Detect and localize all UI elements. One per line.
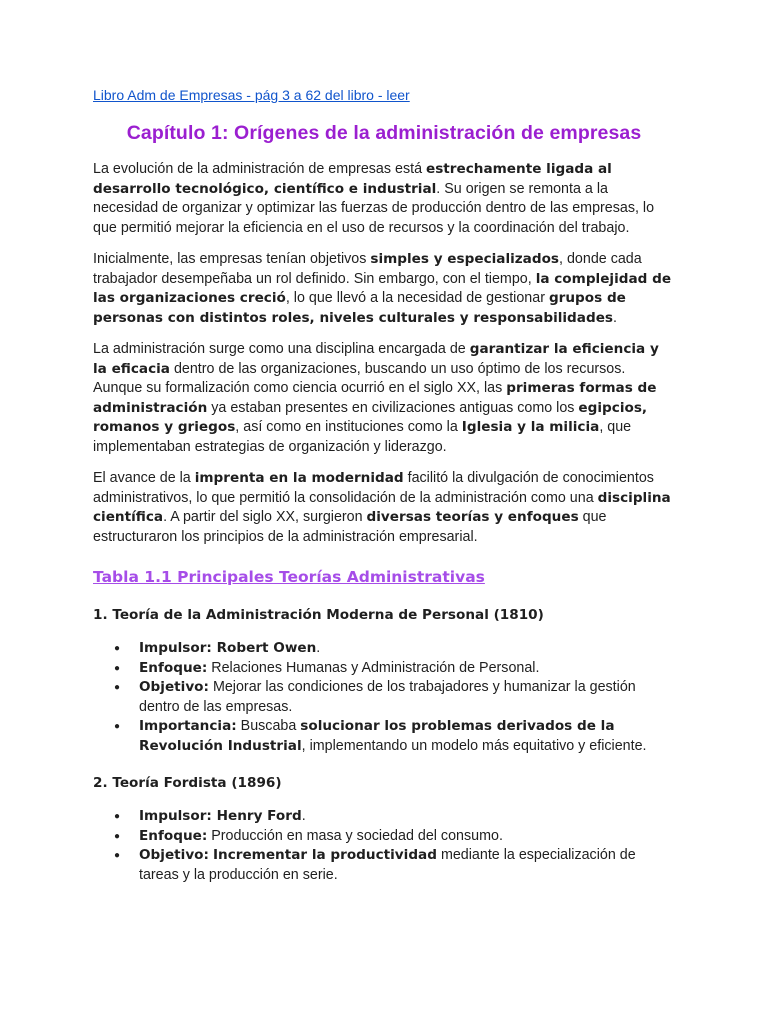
list-item (114, 639, 675, 659)
bold-text: solucionar los problemas derivados de la Revolución Industrial (139, 718, 615, 754)
bold-text: la complejidad de las organizaciones creció (93, 270, 672, 306)
paragraph (93, 160, 675, 238)
text-run: Relaciones Humanas y Administración de Personal. (207, 659, 540, 676)
text-run: El avance de la (93, 470, 195, 486)
text-run: Buscaba (236, 718, 301, 734)
text-run: . Su origen se remonta a la necesidad de organizar y optimizar las fuerzas de producción dentro de las empresas, lo que permitió mejorar la eficiencia en el uso de recursos y la coordinación del trabajo. (93, 180, 655, 236)
list-item (114, 807, 675, 827)
table-title-link[interactable]: Tabla 1.1 Principales Teorías Administrativas (93, 568, 485, 586)
list-item (114, 827, 675, 847)
text-run: La evolución de la administración de empresas está (93, 161, 426, 177)
bold-text: Incrementar la productividad (212, 847, 437, 863)
book-reference-link[interactable]: Libro Adm de Empresas - pág 3 a 62 del libro - leer (93, 87, 410, 103)
chapter-title: Capítulo 1: Orígenes de la administración de empresas (126, 122, 642, 144)
text-run: mediante la especialización de tareas y la producción en serie. (139, 847, 636, 883)
theory-section (93, 772, 675, 885)
bold-text: egipcios, romanos y griegos (93, 399, 648, 435)
text-run: La administración surge como una disciplina encargada de (93, 341, 470, 357)
text-run: Producción en masa y sociedad del consumo. (207, 827, 503, 844)
text-run: , que implementaban estrategias de organización y liderazgo. (93, 419, 632, 455)
bold-text: simples y especializados (370, 251, 560, 267)
body-paragraphs (93, 160, 675, 547)
bold-text: Objetivo: (139, 679, 209, 695)
paragraph (93, 250, 675, 328)
bold-text: garantizar la eficiencia y la eficacia (93, 341, 659, 377)
bold-text: Impulsor: Henry Ford (139, 808, 302, 824)
text-run: Inicialmente, las empresas tenían objetivos (93, 251, 371, 267)
bold-text: Iglesia y la milicia (461, 419, 600, 435)
bold-text: diversas teorías y enfoques (366, 509, 579, 525)
text-run: ya estaban presentes en civilizaciones antiguas como los (207, 399, 579, 416)
bold-text: Objetivo: (139, 847, 209, 863)
bold-text: disciplina científica (93, 489, 671, 525)
bold-text: Enfoque: (139, 827, 208, 844)
theory-detail-list (93, 639, 675, 756)
paragraph (93, 469, 675, 547)
bold-text: estrechamente ligada al desarrollo tecnológico, científico e industrial (93, 161, 612, 197)
bold-text: Enfoque: (139, 659, 208, 676)
text-run: facilitó la divulgación de conocimientos administrativos, lo que permitió la consolidación de la administración como una (93, 470, 654, 506)
text-run: . A partir del siglo XX, surgieron (163, 509, 367, 525)
text-run: . (316, 640, 321, 656)
theory-detail-list (93, 807, 675, 885)
text-run: . (301, 808, 306, 824)
list-item (114, 717, 675, 756)
text-run: , implementando un modelo más equitativo y eficiente. (301, 737, 647, 754)
bold-text: grupos de personas con distintos roles, niveles culturales y responsabilidades (93, 290, 626, 326)
theory-heading: 1. Teoría de la Administración Moderna de Personal (1810) (93, 607, 544, 623)
bold-text: Importancia: (139, 718, 237, 734)
paragraph (93, 340, 675, 457)
bold-text: Impulsor: Robert Owen (139, 640, 317, 656)
list-item (114, 659, 675, 679)
text-run: dentro de las organizaciones, buscando un uso óptimo de los recursos. Aunque su formalización como ciencia ocurrió en el siglo XX, las (93, 360, 626, 396)
text-run: Mejorar las condiciones de los trabajadores y humanizar la gestión dentro de las empresas. (139, 679, 636, 715)
text-run: , así como en instituciones como la (235, 419, 462, 435)
text-run: que estructuraron los principios de la administración empresarial. (93, 509, 607, 545)
bold-text: imprenta en la modernidad (194, 470, 404, 486)
text-run: , donde cada trabajador desempeñaba un rol definido. Sin embargo, con el tiempo, (93, 251, 642, 287)
text-run: , lo que llevó a la necesidad de gestionar (285, 290, 549, 306)
list-item (114, 678, 675, 717)
list-item (114, 846, 675, 885)
bold-text: primeras formas de administración (93, 380, 657, 416)
theory-section (93, 604, 675, 756)
theory-heading: 2. Teoría Fordista (1896) (93, 775, 282, 791)
text-run: . (613, 309, 617, 326)
